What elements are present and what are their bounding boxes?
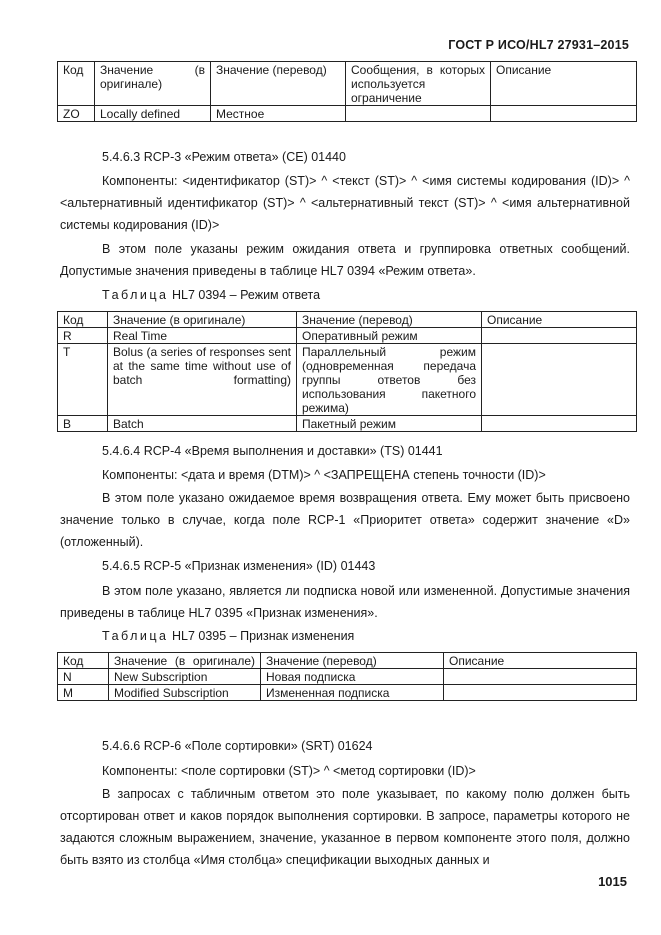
cell-code: T [58,344,108,416]
paragraph-rcp3-text: В этом поле указаны режим ожидания ответа и группировка ответных сообщений. Допустимые значения приведены в таблице HL7 0394 «Режим ответа». [60,242,630,278]
table-row [58,106,637,122]
section-heading-rcp3: 5.4.6.3 RCP-3 «Режим ответа» (CE) 01440 [102,150,346,164]
col-header-translation: Значение (перевод) [261,653,444,669]
col-header-original: Значение (в оригинале) [95,62,211,106]
cell-original: New Subscription [109,669,261,685]
col-header-code: Код [58,653,109,669]
caption-word: Таблица [102,629,169,643]
paragraph-rcp4-components: Компоненты: <дата и время (DTM)> ^ <ЗАПРЕЩЕНА степень точности (ID)> [102,468,546,482]
caption-text: HL7 0395 – Признак изменения [172,629,355,643]
col-header-code: Код [58,312,108,328]
cell-original: Real Time [108,328,297,344]
col-header-messages: Сообщения, в которых используется ограничение [346,62,491,106]
cell-code: N [58,669,109,685]
cell-original: Bolus (a series of responses sent at the same time without use of batch formatting) [108,344,297,416]
col-header-translation: Значение (перевод) [211,62,346,106]
col-header-original: Значение (в оригинале) [108,312,297,328]
caption-word: Таблица [102,288,169,302]
page-number: 1015 [598,874,627,889]
cell-translation: Новая подписка [261,669,444,685]
table-row [58,344,637,416]
table-change-indicator [57,652,637,701]
section-heading-rcp6: 5.4.6.6 RCP-6 «Поле сортировки» (SRT) 01624 [102,739,373,753]
cell-description [444,669,637,685]
caption-text: HL7 0394 – Режим ответа [172,288,321,302]
table-caption-0395 [102,629,354,643]
cell-code: R [58,328,108,344]
cell-original: Modified Subscription [109,685,261,701]
cell-description [482,328,637,344]
cell-description [482,344,637,416]
table-caption-0394 [102,288,320,302]
cell-code: B [58,416,108,432]
cell-original: Batch [108,416,297,432]
cell-translation: Оперативный режим [297,328,482,344]
document-header: ГОСТ Р ИСО/HL7 27931–2015 [448,38,629,52]
col-header-description: Описание [444,653,637,669]
paragraph-rcp3-components: Компоненты: <идентификатор (ST)> ^ <текст (ST)> ^ <имя системы кодирования (ID)> ^ <альтернативный идентификатор (ST)> ^ <альтернативный текст (ST)> ^ <имя альтернативной системы кодирования (ID)> [60,174,630,232]
table-header-row [58,62,637,106]
cell-translation: Параллельный режим (одновременная передача группы ответов без использования пакетного режима) [297,344,482,416]
cell-code: M [58,685,109,701]
table-field-values [57,61,637,122]
table-row [58,328,637,344]
col-header-description: Описание [491,62,637,106]
table-row [58,685,637,701]
col-header-original: Значение (в оригинале) [109,653,261,669]
table-response-mode [57,311,637,432]
section-heading-rcp5: 5.4.6.5 RCP-5 «Признак изменения» (ID) 01443 [102,559,376,573]
cell-original: Locally defined [95,106,211,122]
paragraph-rcp4-text: В этом поле указано ожидаемое время возвращения ответа. Ему может быть присвоено значение только в случае, когда поле RCP-1 «Приоритет ответа» содержит значение «D» (отложенный). [60,491,630,549]
cell-translation: Местное [211,106,346,122]
cell-description [482,416,637,432]
table-row [58,669,637,685]
cell-translation: Измененная подписка [261,685,444,701]
cell-description [444,685,637,701]
cell-translation: Пакетный режим [297,416,482,432]
paragraph-rcp5-text: В этом поле указано, является ли подписка новой или измененной. Допустимые значения приведены в таблице HL7 0395 «Признак изменения». [60,584,630,620]
paragraph-rcp6-components: Компоненты: <поле сортировки (ST)> ^ <метод сортировки (ID)> [102,764,476,778]
col-header-description: Описание [482,312,637,328]
col-header-code: Код [58,62,95,106]
paragraph-rcp6-text: В запросах с табличным ответом это поле указывает, по какому полю должен быть отсортирован ответ и каков порядок выполнения сортировки. В запросе, параметры которого не задаются сложным выражением, значение, указанное в первом компоненте этого поля, должно быть взято из столбца «Имя столбца» спецификации выходных данных и [60,787,630,867]
table-header-row [58,312,637,328]
cell-code: ZO [58,106,95,122]
cell-messages [346,106,491,122]
table-row [58,416,637,432]
col-header-translation: Значение (перевод) [297,312,482,328]
cell-description [491,106,637,122]
table-header-row [58,653,637,669]
section-heading-rcp4: 5.4.6.4 RCP-4 «Время выполнения и доставки» (TS) 01441 [102,444,443,458]
